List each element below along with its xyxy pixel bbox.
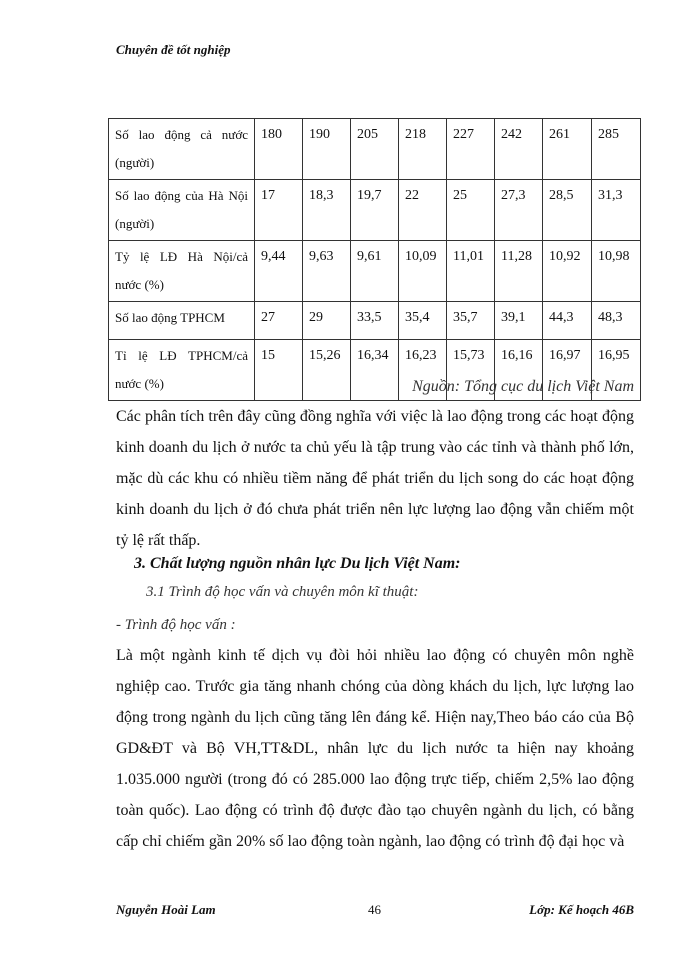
footer-author: Nguyễn Hoài Lam: [116, 902, 216, 917]
table-cell: 205: [351, 119, 399, 180]
table-cell: 15: [255, 340, 303, 401]
table-cell: 22: [399, 180, 447, 241]
table-cell: 27: [255, 302, 303, 340]
table-cell: 16,23: [399, 340, 447, 401]
table-cell: 18,3: [303, 180, 351, 241]
table-source-note: Nguồn: Tổng cục du lịch Việt Nam: [412, 378, 634, 395]
body-paragraph: Các phân tích trên đây cũng đồng nghĩa với việc là lao động trong các hoạt động kinh doanh du lịch ở nước ta chủ yếu là tập trung vào các tỉnh và thành phố lớn, mặc dù các khu có nhiều tiềm năng để phát triển du lịch song do các hoạt động kinh doanh du lịch ở đó chưa phát triển nên lực lượng lao động vẫn chiếm một tỷ lệ rất thấp.: [116, 408, 634, 549]
table-cell: 9,63: [303, 241, 351, 302]
table-cell: 11,28: [495, 241, 543, 302]
row-label: Số lao động TPHCM: [109, 302, 255, 340]
row-label: Tỉ lệ LĐ TPHCM/cả nước (%): [109, 340, 255, 401]
footer-class: Lớp: Kế hoạch 46B: [529, 902, 634, 917]
table-cell: 9,61: [351, 241, 399, 302]
table-cell: 35,7: [447, 302, 495, 340]
table-row: [109, 302, 641, 340]
table-cell: 15,26: [303, 340, 351, 401]
table-cell: 16,16: [495, 340, 543, 401]
table-cell: 16,34: [351, 340, 399, 401]
row-label: Tỷ lệ LĐ Hà Nội/cả nước (%): [109, 241, 255, 302]
table-cell: 180: [255, 119, 303, 180]
table-cell: 27,3: [495, 180, 543, 241]
table-cell: 16,95: [592, 340, 641, 401]
table-cell: 31,3: [592, 180, 641, 241]
table-cell: 10,92: [543, 241, 592, 302]
table-cell: 19,7: [351, 180, 399, 241]
table-row: [109, 241, 641, 302]
body-paragraph: Là một ngành kinh tế dịch vụ đòi hỏi nhiều lao động có chuyên môn nghề nghiệp cao. Trước gia tăng nhanh chóng của dòng khách du lịch, lực lượng lao động trong ngành du lịch cũng tăng lên đáng kể. Hiện nay,Theo báo cáo của Bộ GD&ĐT và Bộ VH,TT&DL, nhân lực du lịch nước ta hiện nay khoảng 1.035.000 người (trong đó có 285.000 lao động trực tiếp, chiếm 2,5% lao động toàn quốc). Lao động có trình độ được đào tạo chuyên ngành du lịch, có bằng cấp chỉ chiếm gần 20% số lao động toàn ngành, lao động có trình độ đại học và: [116, 647, 634, 850]
table-cell: 15,73: [447, 340, 495, 401]
subsection-heading: 3.1 Trình độ học vấn và chuyên môn kĩ thuật:: [146, 584, 419, 600]
section-heading: 3. Chất lượng nguồn nhân lực Du lịch Việt Nam:: [134, 555, 461, 572]
table-cell: 48,3: [592, 302, 641, 340]
table-row: [109, 180, 641, 241]
table-cell: 10,98: [592, 241, 641, 302]
page-header-title: Chuyên đề tốt nghiệp: [116, 42, 231, 57]
row-label: Số lao động của Hà Nội (người): [109, 180, 255, 241]
table-cell: 29: [303, 302, 351, 340]
table-cell: 218: [399, 119, 447, 180]
table-cell: 190: [303, 119, 351, 180]
table-cell: 285: [592, 119, 641, 180]
table-cell: 10,09: [399, 241, 447, 302]
table-cell: 17: [255, 180, 303, 241]
table-cell: 28,5: [543, 180, 592, 241]
table-cell: 261: [543, 119, 592, 180]
table-cell: 227: [447, 119, 495, 180]
table-cell: 242: [495, 119, 543, 180]
table-cell: 35,4: [399, 302, 447, 340]
table-cell: 11,01: [447, 241, 495, 302]
table-cell: 33,5: [351, 302, 399, 340]
labor-statistics-table: [108, 118, 641, 401]
table-cell: 9,44: [255, 241, 303, 302]
table-cell: 44,3: [543, 302, 592, 340]
table-cell: 16,97: [543, 340, 592, 401]
table-cell: 25: [447, 180, 495, 241]
row-label: Số lao động cả nước (người): [109, 119, 255, 180]
table-row: [109, 119, 641, 180]
table-cell: 39,1: [495, 302, 543, 340]
bullet-heading: - Trình độ học vấn :: [116, 617, 236, 633]
footer-page-number: 46: [368, 902, 381, 917]
